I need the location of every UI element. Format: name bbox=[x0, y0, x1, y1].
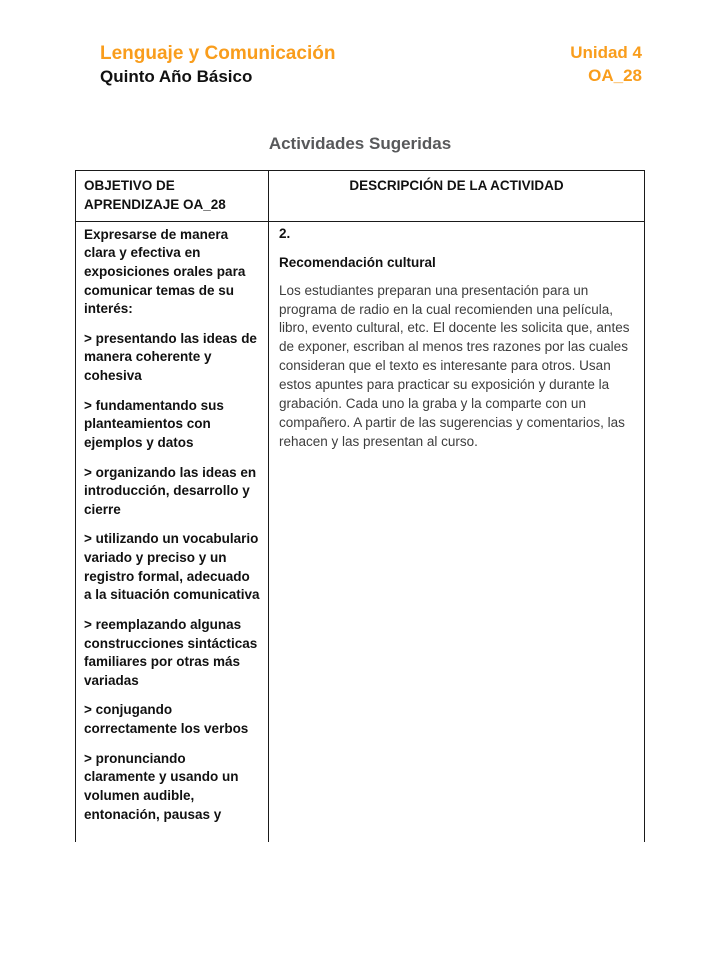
document-page bbox=[0, 42, 720, 974]
objective-intro: Expresarse de manera clara y efectiva en exposiciones orales para comunicar temas de su interés: bbox=[84, 226, 246, 317]
activity-description: Los estudiantes preparan una presentación para un programa de radio en la cual recomienden una película, libro, evento cultural, etc. El docente les solicita que, antes de exponer, escriban al menos tres razones por las cuales consideran que el texto es interesante para otros. Usan estos apuntes para practicar su exposición y durante la grabación. Cada uno la graba y la comparte con un compañero. A partir de las sugerencias y comentarios, las rehacen y las presentan al curso. bbox=[279, 282, 630, 449]
objective-bullet: > pronunciando claramente y usando un volumen audible, entonación, pausas y bbox=[84, 750, 239, 822]
objective-bullet: > reemplazando algunas construcciones sintácticas familiares por otras más variadas bbox=[84, 616, 258, 688]
objective-bullet: > organizando las ideas en introducción, desarrollo y cierre bbox=[84, 464, 257, 517]
oa-code-label: OA_28 bbox=[588, 65, 642, 85]
objective-bullet: > conjugando correctamente los verbos bbox=[84, 702, 249, 737]
header-left-block bbox=[100, 42, 335, 88]
section-title: Actividades Sugeridas bbox=[268, 133, 452, 153]
table-body-row bbox=[76, 222, 644, 842]
activity-cell bbox=[269, 222, 644, 842]
document-header bbox=[100, 42, 642, 88]
objective-cell bbox=[76, 222, 269, 842]
activity-column-header: DESCRIPCIÓN DE LA ACTIVIDAD bbox=[349, 177, 564, 193]
unit-label: Unidad 4 bbox=[570, 43, 642, 62]
activity-number: 2. bbox=[279, 225, 291, 241]
grade-title: Quinto Año Básico bbox=[100, 66, 253, 86]
objective-bullet: > fundamentando sus planteamientos con ejemplos y datos bbox=[84, 397, 224, 450]
activities-table bbox=[75, 170, 645, 842]
header-right-block bbox=[570, 42, 642, 88]
activity-title: Recomendación cultural bbox=[279, 254, 436, 270]
objective-bullet: > presentando las ideas de manera coherente y cohesiva bbox=[84, 330, 257, 384]
objective-column-header: OBJETIVO DE APRENDIZAJE OA_28 bbox=[76, 171, 269, 221]
objective-bullet: > utilizando un vocabulario variado y preciso y un registro formal, adecuado a la situación comunicativa bbox=[84, 531, 260, 603]
subject-title: Lenguaje y Comunicación bbox=[100, 43, 336, 64]
table-header-row bbox=[76, 171, 644, 222]
